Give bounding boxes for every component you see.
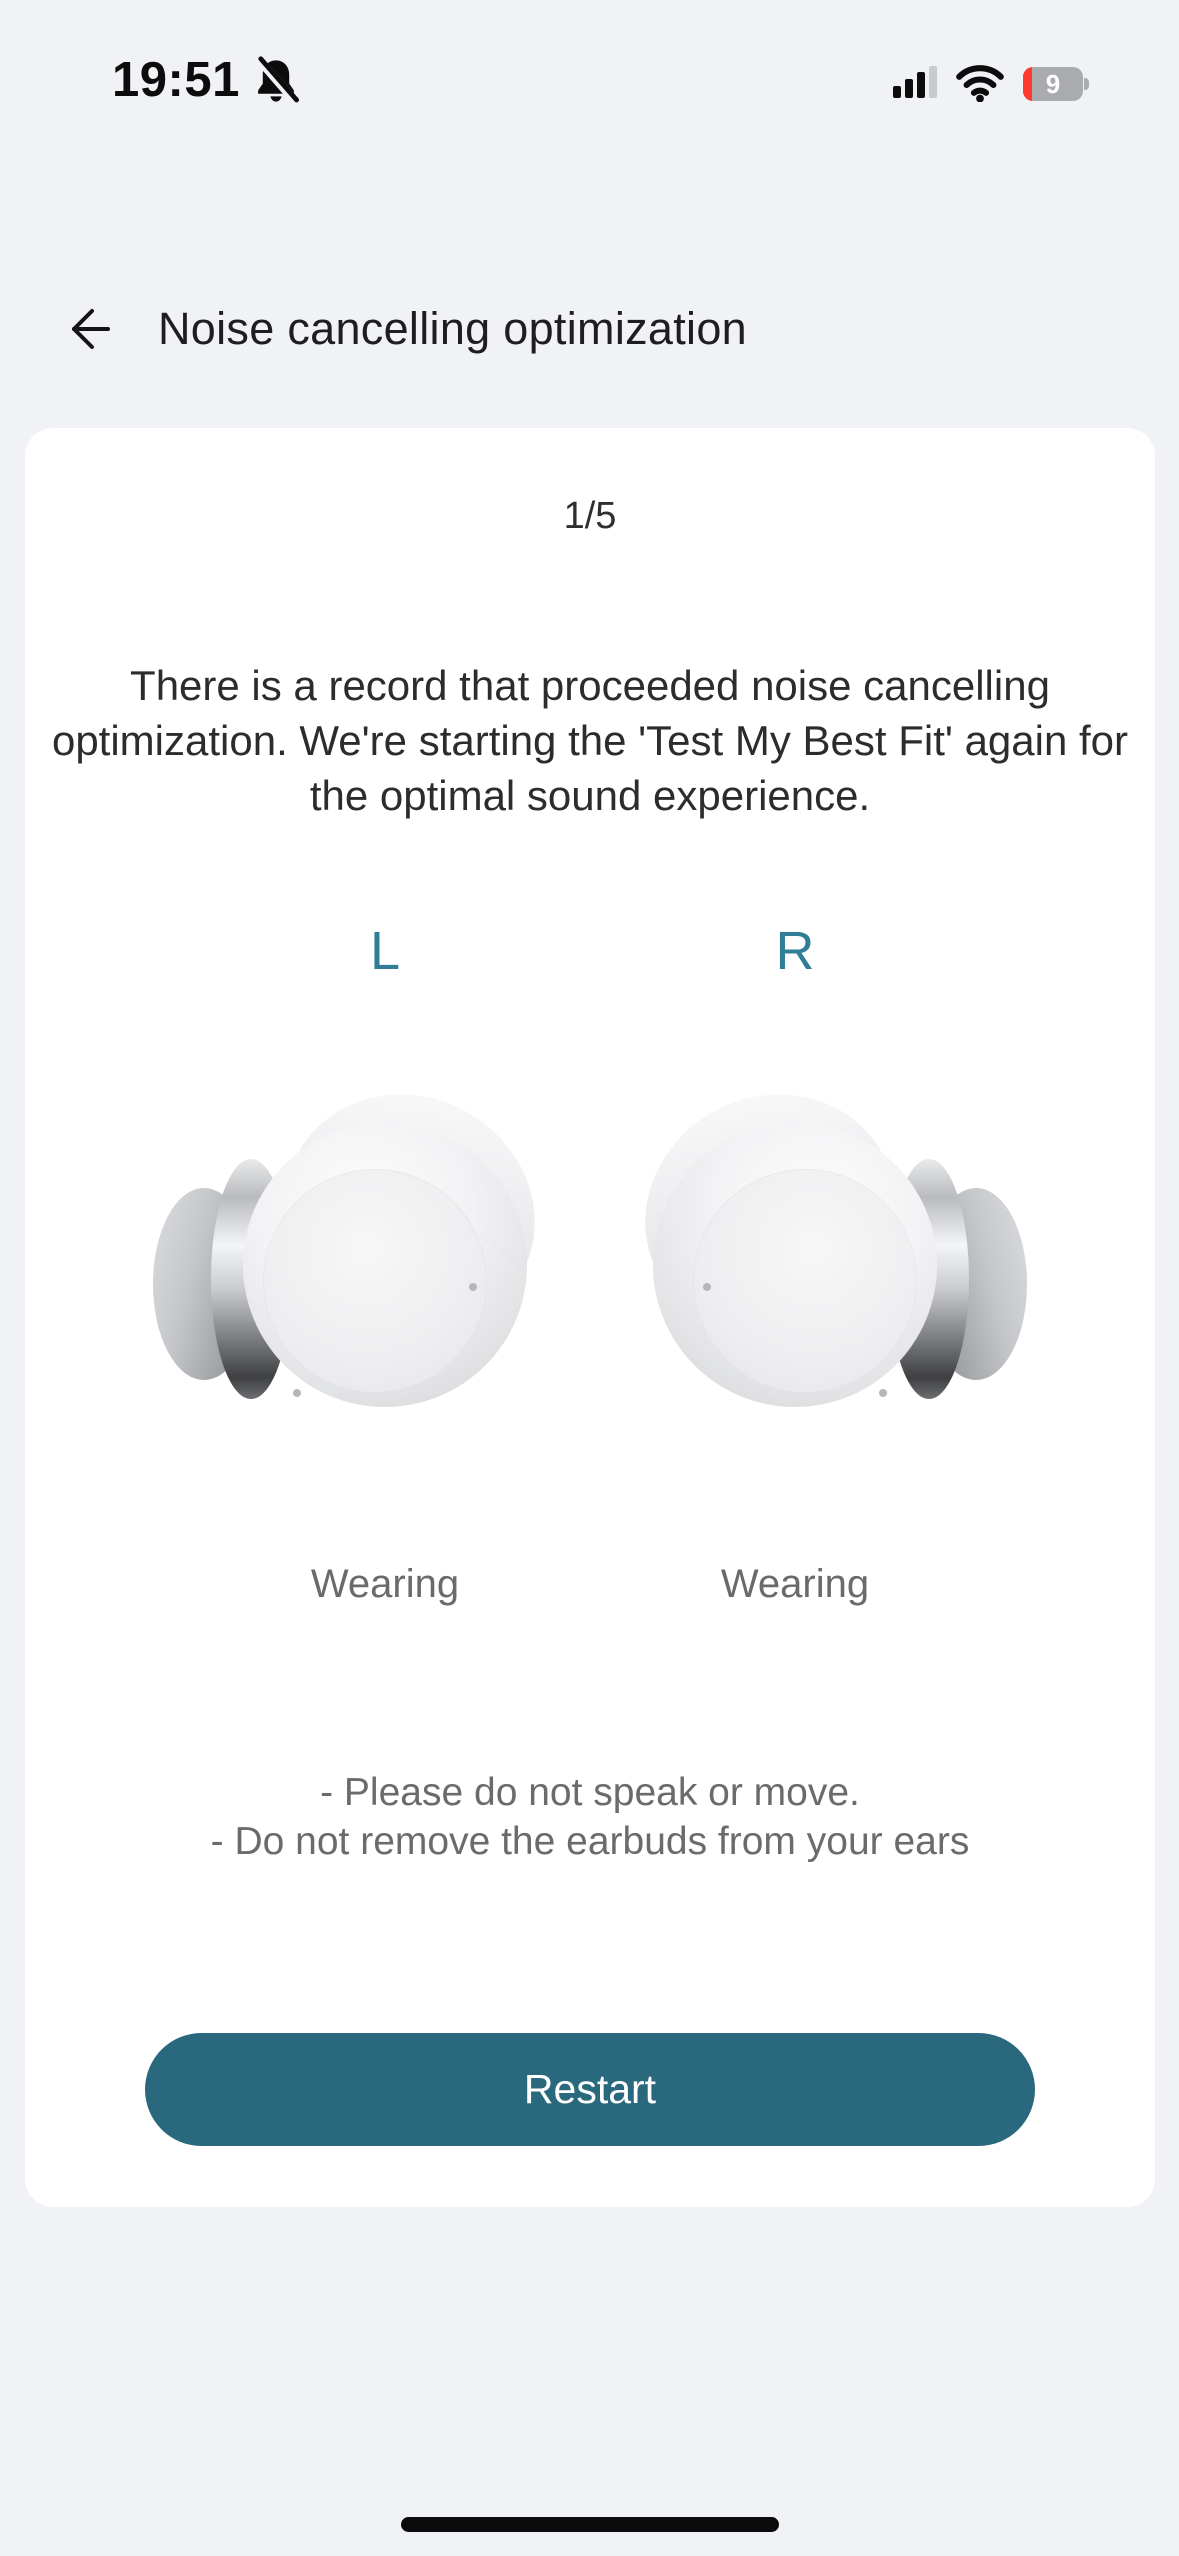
instructions (211, 1768, 970, 1866)
cellular-signal-icon (893, 66, 937, 100)
left-earbud-status: Wearing (310, 1562, 460, 1606)
restart-button[interactable]: Restart (145, 2033, 1035, 2146)
earbud-status-row (180, 1560, 1000, 1608)
battery-cap (1084, 78, 1089, 90)
left-earbud-label: L (369, 921, 401, 981)
content-card (25, 428, 1155, 2207)
wifi-icon (954, 62, 1006, 102)
status-bar-right (893, 62, 1089, 100)
left-earbud-sensor-dot (469, 1283, 477, 1291)
battery-percent: 9 (1045, 68, 1061, 99)
earbud-side-labels (180, 923, 1000, 979)
step-indicator: 1/5 (563, 495, 617, 537)
home-indicator[interactable] (401, 2517, 779, 2532)
back-button[interactable] (60, 300, 118, 358)
instruction-line: - Do not remove the earbuds from your ears (210, 1820, 970, 1863)
left-earbud-image (205, 1113, 565, 1413)
page-title: Noise cancelling optimization (158, 303, 747, 354)
earbud-images-row (180, 1113, 1000, 1413)
notifications-muted-icon (250, 55, 302, 107)
battery-indicator (1023, 67, 1089, 101)
left-earbud-sensor-dot (293, 1389, 301, 1397)
right-earbud-image (615, 1113, 975, 1413)
back-arrow-icon (60, 300, 118, 358)
status-time: 19:51 (112, 53, 240, 107)
header (60, 300, 747, 358)
left-earbud-face (263, 1169, 487, 1393)
right-earbud-face (693, 1169, 917, 1393)
description-text: There is a record that proceeded noise cancelling optimization. We're starting the 'Test My Best Fit' again for the optimal sound experience. (51, 662, 1129, 819)
right-earbud-sensor-dot (879, 1389, 887, 1397)
right-earbud-label: R (775, 921, 815, 981)
right-earbud-status: Wearing (720, 1562, 870, 1606)
status-bar-left (112, 52, 302, 108)
instruction-line: - Please do not speak or move. (320, 1771, 860, 1814)
right-earbud-sensor-dot (703, 1283, 711, 1291)
battery-body (1023, 67, 1083, 101)
